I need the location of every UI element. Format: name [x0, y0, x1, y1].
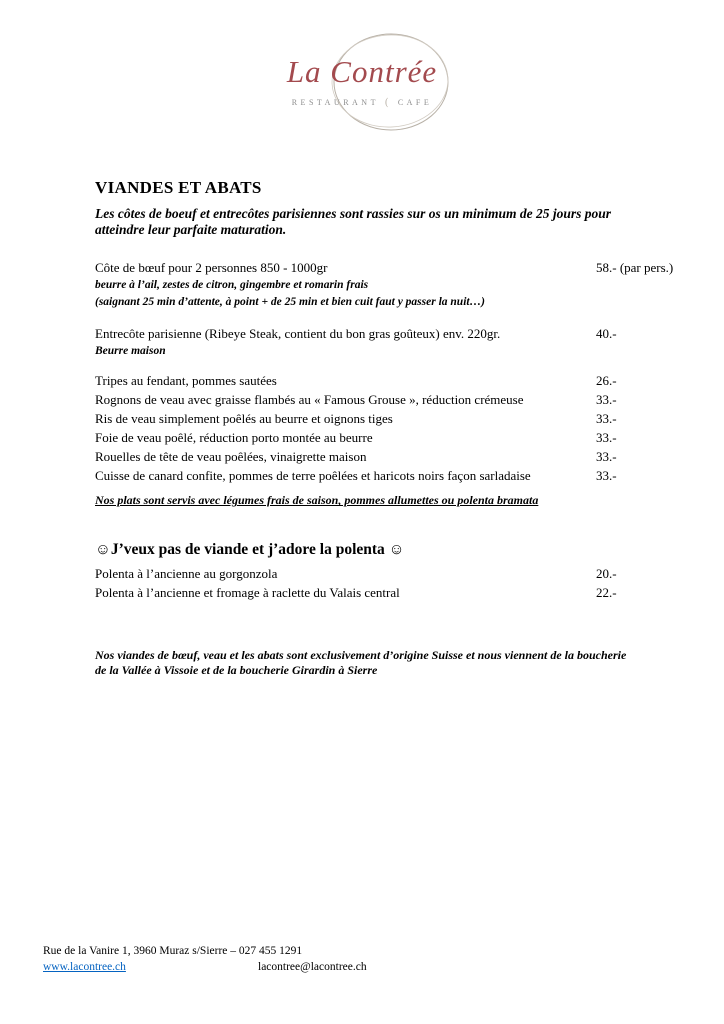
logo-restaurant-name: La Contrée	[286, 54, 438, 89]
logo-subtitle-left: RESTAURANT	[291, 98, 379, 107]
menu-item-name: Ris de veau simplement poêlés au beurre et oignons tiges	[95, 411, 393, 427]
menu-item-price: 26.-	[596, 373, 617, 389]
menu-item-price: 33.-	[596, 411, 617, 427]
website-link[interactable]: www.lacontree.ch	[43, 960, 126, 973]
menu-item-price: 33.-	[596, 430, 617, 446]
menu-item-detail: beurre à l’ail, zestes de citron, gingembre et romarin frais	[95, 279, 369, 292]
menu-item-name: Rouelles de tête de veau poêlées, vinaigrette maison	[95, 449, 367, 465]
spacer	[95, 311, 675, 324]
menu-item-row	[95, 447, 675, 466]
menu-item-row	[95, 583, 675, 602]
menu-item-price: 22.-	[596, 585, 617, 601]
footer-contact-line	[43, 960, 367, 976]
serving-note: Nos plats sont servis avec légumes frais de saison, pommes allumettes ou polenta bramata	[95, 493, 539, 508]
section-title-polenta: ☺J’veux pas de viande et j’adore la polenta ☺	[95, 541, 405, 559]
menu-item-name: Cuisse de canard confite, pommes de terre poêlées et haricots noirs façon sarladaise	[95, 468, 531, 484]
logo-subtitle-right: CAFE	[397, 98, 433, 107]
menu-item-name: Polenta à l’ancienne au gorgonzola	[95, 566, 278, 582]
menu-item-row	[95, 390, 675, 409]
menu-item-detail: (saignant 25 min d’attente, à point + de 25 min et bien cuit faut y passer la nuit…)	[95, 296, 485, 309]
spacer	[95, 360, 675, 371]
footer-address: Rue de la Vanire 1, 3960 Muraz s/Sierre – 027 455 1291	[43, 945, 303, 957]
menu-item-price: 33.-	[596, 468, 617, 484]
footer-email: lacontree@lacontree.ch	[258, 960, 367, 973]
menu-item-row	[95, 258, 675, 277]
menu-item-name: Tripes au fendant, pommes sautées	[95, 373, 277, 389]
origin-note: Nos viandes de bœuf, veau et les abats sont exclusivement d’origine Suisse et nous viennent de la boucherie de la Vallée à Vissoie et de la boucherie Girardin à Sierre	[95, 648, 627, 678]
logo-subtitle	[0, 97, 724, 108]
section-intro-viandes: Les côtes de boeuf et entrecôtes parisiennes sont rassies sur os un minimum de 25 jours pour atteindre leur parfaite maturation.	[95, 206, 612, 238]
menu-item-row	[95, 409, 675, 428]
menu-item-row	[95, 371, 675, 390]
menu-item-price: 33.-	[596, 449, 617, 465]
menu-content	[0, 138, 724, 678]
menu-item-row	[95, 324, 675, 343]
menu-item-row	[95, 428, 675, 447]
page-footer	[43, 944, 367, 975]
menu-item-price: 58.- (par pers.)	[596, 260, 674, 276]
menu-item-price: 20.-	[596, 566, 617, 582]
menu-item-price: 33.-	[596, 392, 617, 408]
menu-item-detail: Beurre maison	[95, 345, 166, 358]
menu-item-name: Entrecôte parisienne (Ribeye Steak, contient du bon gras goûteux) env. 220gr.	[95, 326, 501, 342]
restaurant-logo	[0, 0, 724, 138]
section-title-viandes: VIANDES ET ABATS	[95, 178, 262, 197]
menu-item-name: Foie de veau poêlé, réduction porto montée au beurre	[95, 430, 373, 446]
menu-item-name: Polenta à l’ancienne et fromage à raclette du Valais central	[95, 585, 400, 601]
menu-item-row	[95, 466, 675, 485]
menu-item-price: 40.-	[596, 326, 617, 342]
logo-subtitle-separator: (	[384, 97, 392, 108]
menu-item-row	[95, 564, 675, 583]
menu-item-name: Côte de bœuf pour 2 personnes 850 - 1000gr	[95, 260, 328, 276]
menu-item-name: Rognons de veau avec graisse flambés au « Famous Grouse », réduction crémeuse	[95, 392, 524, 408]
